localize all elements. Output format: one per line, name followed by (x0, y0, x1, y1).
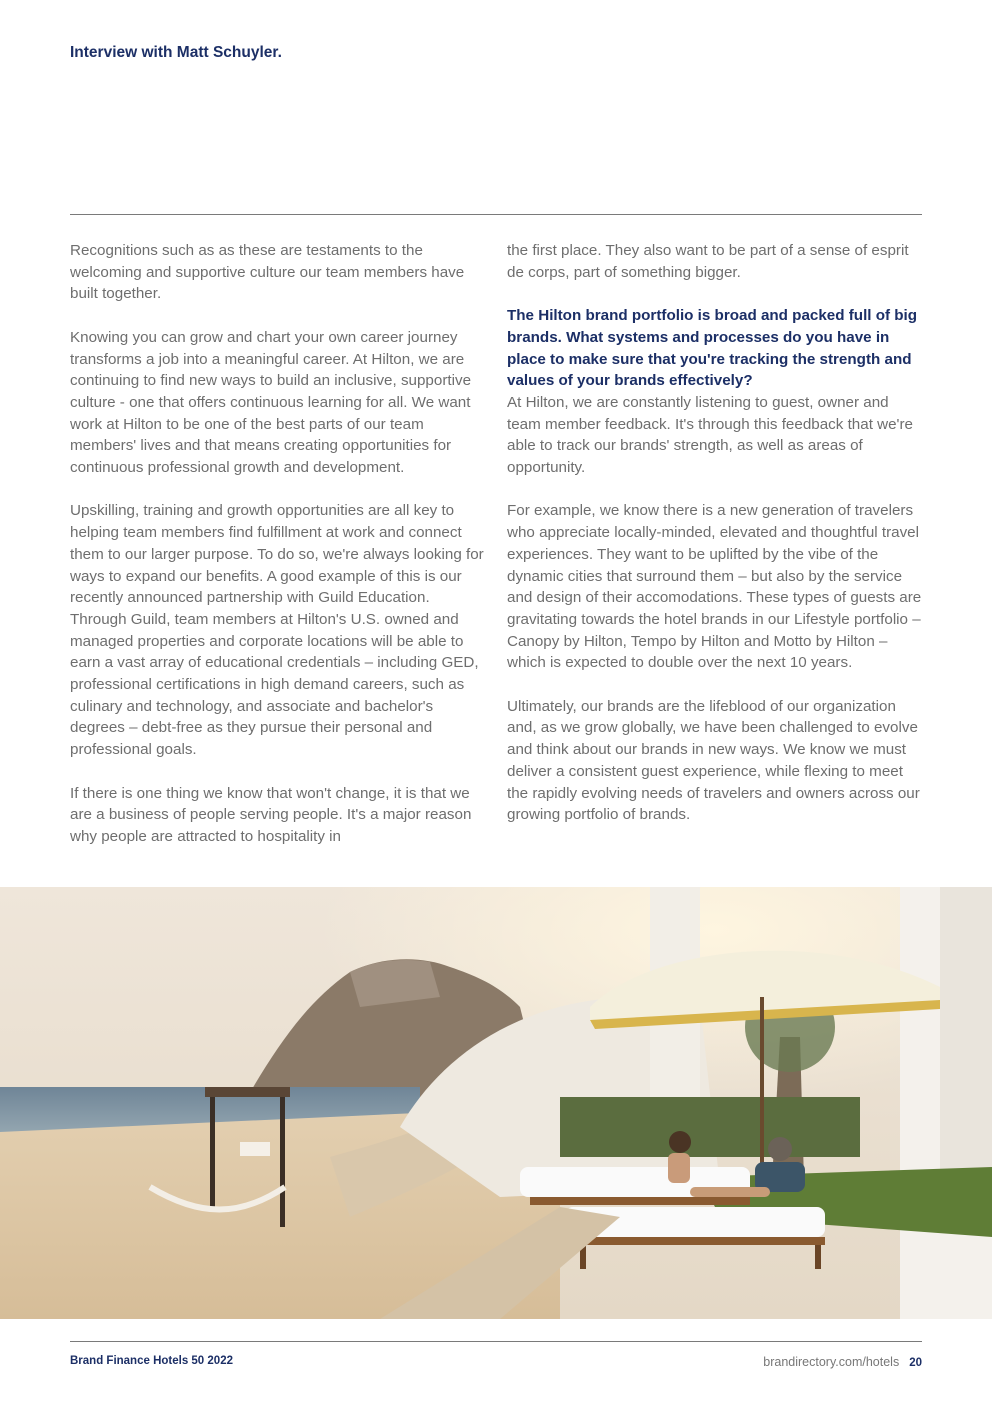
paragraph: For example, we know there is a new generation of travelers who appreciate locally-minded, elevated and thoughtful travel experiences. They want to be uplifted by the vibe of the dynamic cities that surround them – but also by the service and design of their accomodations. These types of guests are gravitating towards the hotel brands in our Lifestyle portfolio – Canopy by Hilton, Tempo by Hilton and Motto by Hilton – which is expected to double over the next 10 years. (507, 502, 922, 672)
interview-question: The Hilton brand portfolio is broad and packed full of big brands. What systems and processes do you have in place to make sure that you're tracking the strength and values of your brands effectively? (507, 307, 918, 390)
page-title: Interview with Matt Schuyler. (70, 44, 282, 61)
paragraph: If there is one thing we know that won't change, it is that we are a business of people serving people. It's a major reason why people are attracted to hospitality in (70, 784, 472, 845)
paragraph: Upskilling, training and growth opportunities are all key to helping team members find fulfillment at work and connect them to our larger purpose. To do so, we're always looking for ways to expand our benefits. A good example of this is our recently announced partnership with Guild Education. Through Guild, team members at Hilton's U.S. owned and managed properties and corporate locations will be able to earn a vast array of educational credentials – including GED, professional certifications in high demand careers, such as culinary and technology, and associate and bachelor's degrees – debt-free as they pursue their personal and professional goals. (70, 502, 484, 759)
paragraph: Ultimately, our brands are the lifeblood of our organization and, as we grow globally, we have been challenged to evolve and think about our brands in new ways. We know we must deliver a consistent guest experience, while flexing to meet the rapidly evolving needs of travelers and owners across our growing portfolio of brands. (507, 697, 920, 824)
paragraph: Knowing you can grow and chart your own career journey transforms a job into a meaningful career. At Hilton, we are continuing to find new ways to build an inclusive, supportive culture - one that offers continuous learning for all. We want work at Hilton to be one of the best parts of our team members' lives and that means creating opportunities for continuous professional growth and development. (70, 328, 472, 477)
paragraph: Recognitions such as as these are testaments to the welcoming and supportive culture our team members have built together. (70, 242, 465, 303)
publication-title: Brand Finance Hotels 50 2022 (70, 1355, 233, 1367)
left-column (70, 240, 488, 869)
resort-beach-photo (0, 887, 992, 1319)
right-column (507, 240, 925, 848)
footer-meta (763, 1355, 922, 1369)
paragraph: the first place. They also want to be part of a sense of esprit de corps, part of something bigger. (507, 242, 909, 281)
header-divider (70, 214, 922, 215)
paragraph: At Hilton, we are constantly listening to guest, owner and team member feedback. It's through this feedback that we're able to track our brands' strength, as well as areas of opportunity. (507, 393, 913, 477)
page-number: 20 (909, 1357, 922, 1369)
footer-divider (70, 1341, 922, 1342)
website-link[interactable]: brandirectory.com/hotels (763, 1355, 900, 1369)
